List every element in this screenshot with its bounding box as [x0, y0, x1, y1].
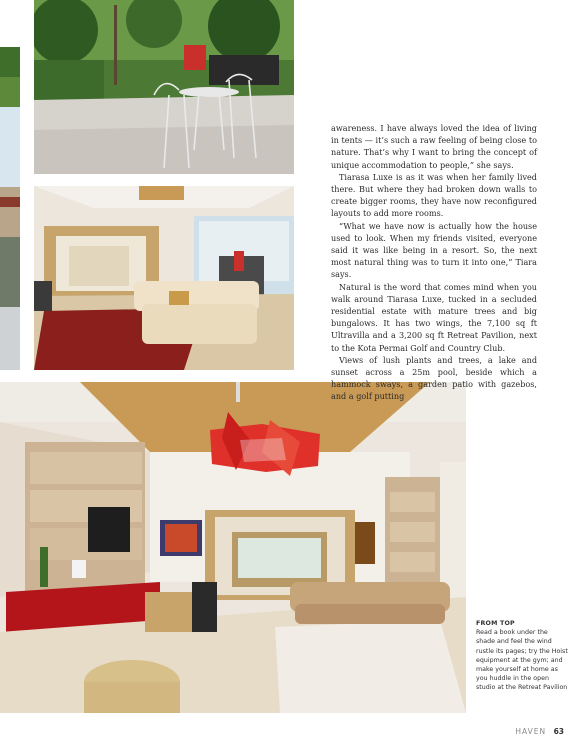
article-paragraph: Natural is the word that comes mind when you walk around Tiarasa Luxe, tucked in a secluded residential estate with mature trees and big bungalows. It has two wings, the 7,100 sq ft Ultravilla and a 3,200 sq ft Retreat Pavilion, next to the Kota Permai Golf and Country Club. — [331, 281, 537, 353]
magazine-name: HAVEN — [515, 727, 547, 736]
article-paragraph: awareness. I have always loved the idea of living in tents — it’s such a raw feeling of being close to nature. That’s why I want to bring the concept of unique accommodation to people,” she says. — [331, 123, 537, 170]
photo-living-room — [34, 186, 294, 370]
photo-open-studio — [0, 382, 466, 713]
page-footer — [515, 727, 564, 736]
page-number: 63 — [553, 727, 564, 736]
caption-heading: FROM TOP — [476, 620, 515, 627]
caption-text: Read a book under the shade and feel the wind rustle its pages; try the Hoist equipment at the gym; and make yourself at home as you huddle in the open studio at the Retreat Pavilion — [476, 629, 568, 692]
photo-garden-patio — [34, 0, 294, 174]
article-paragraph: Views of lush plants and trees, a lake and sunset across a 25m pool, beside which a hammock sways, a garden patio with gazebos, and a golf putting — [331, 354, 537, 402]
article-paragraph: “What we have now is actually how the house used to look. When my friends visited, everyone said it was like being in a resort. So, the next most natural thing was to turn it into one,” Tiara says. — [331, 220, 537, 280]
photo-left-strip — [0, 47, 20, 370]
article-body — [331, 122, 537, 403]
photo-caption — [476, 619, 568, 693]
article-paragraph: Tiarasa Luxe is as it was when her family lived there. But where they had broken down walls to create bigger rooms, they have now reconfigured layouts to add more rooms. — [331, 171, 537, 219]
